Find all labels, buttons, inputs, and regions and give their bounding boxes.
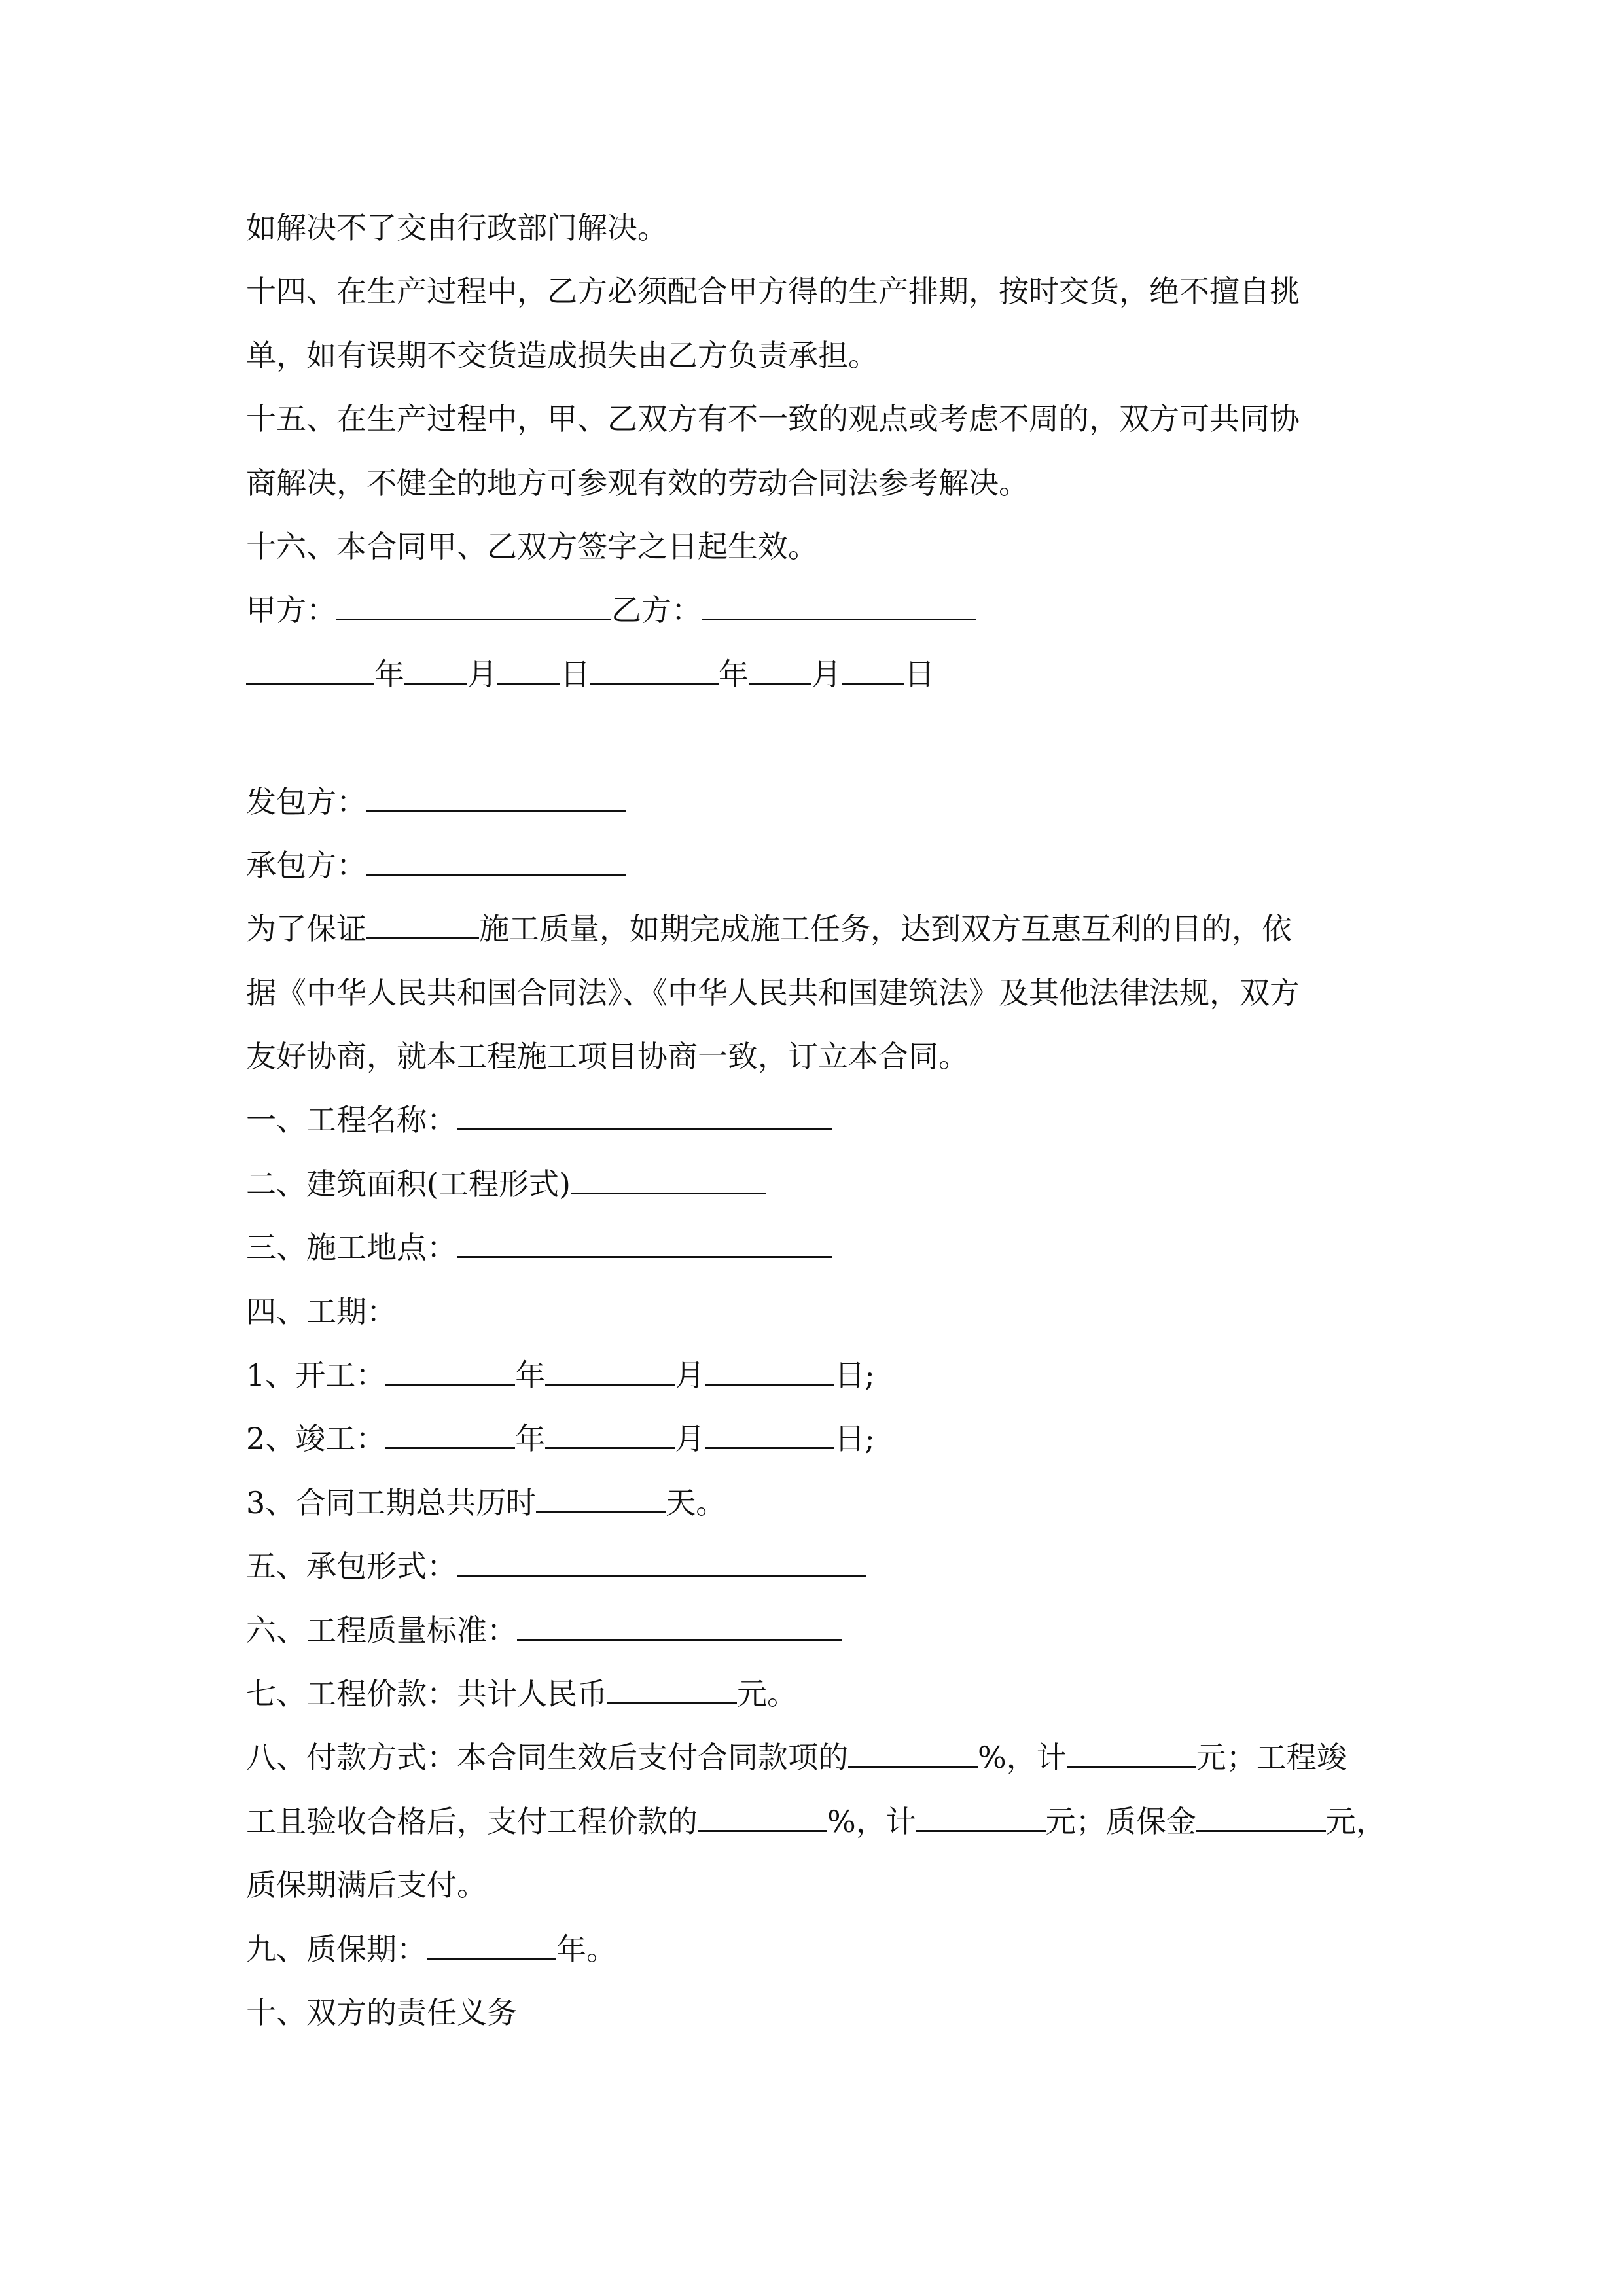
payment-amount-2-blank[interactable] [916,1792,1046,1832]
intro-text: 施工质量，如期完成施工任务，达到双方互惠互利的目的，依 [479,911,1292,947]
day-label: 日 [834,1421,865,1457]
month-label: 月 [675,1357,705,1393]
item-9-line [246,1918,1385,1981]
date-b-month-blank[interactable] [749,645,812,685]
yuan-label: 元， [1325,1803,1386,1839]
payment-amount-1-blank[interactable] [1067,1728,1196,1768]
intro-line-3: 友好协商，就本工程施工项目协商一致，订立本合同。 [246,1039,969,1075]
party-a-blank[interactable] [336,581,611,620]
duration-label: 3、合同工期总共历时 [246,1484,537,1520]
party-b-blank[interactable] [702,581,976,620]
date-a-year-blank[interactable] [246,645,374,685]
intro-line-1 [246,897,1385,961]
date-b-day-blank[interactable] [842,645,904,685]
month-label: 月 [467,656,497,692]
start-day-blank[interactable] [705,1346,834,1386]
section-gap [246,706,1385,770]
clause-15-line-1: 十五、在生产过程中，甲、乙双方有不一致的观点或考虑不周的，双方可共同协 [246,401,1300,437]
project-name-label: 一、工程名称： [246,1102,457,1138]
project-name-blank[interactable] [457,1090,832,1130]
quality-standard-blank[interactable] [517,1601,842,1641]
contractor-line [246,834,1385,897]
item-8-line-3: 质保期满后支付。 [246,1867,487,1903]
start-label: 1、开工： [246,1357,386,1393]
clause-14-line-2: 单，如有误期不交货造成损失由乙方负责承担。 [246,337,878,373]
intro-text: 为了保证 [246,911,366,947]
payment-label: 八、付款方式：本合同生效后支付合同款项的 [246,1740,848,1776]
party-b-label: 乙方： [611,592,702,628]
date-a-day-blank[interactable] [497,645,560,685]
contractor-label: 承包方： [246,847,366,883]
contract-form-blank[interactable] [457,1537,866,1577]
warranty-label: 九、质保期： [246,1931,427,1967]
percent-label: %，计 [827,1803,916,1839]
price-blank[interactable] [607,1664,737,1704]
start-date-line: 1、开工： 年 月 日; [246,1344,1385,1407]
clause-16: 十六、本合同甲、乙双方签字之日起生效。 [246,528,818,564]
end-year-blank[interactable] [385,1409,515,1449]
day-label: 日 [904,656,935,692]
end-label: 2、竣工： [246,1421,386,1457]
days-label: 天。 [666,1484,726,1520]
document-page [246,196,1385,2045]
year-label: 年 [374,656,404,692]
warranty-blank[interactable] [427,1920,556,1960]
year-label: 年 [515,1357,546,1393]
intro-line-2: 据《中华人民共和国合同法》、《中华人民共和国建筑法》及其他法律法规，双方 [246,975,1300,1011]
signature-date-line [246,643,1385,706]
item-4-line: 四、工期： [246,1293,397,1329]
project-blank[interactable] [366,899,479,939]
date-b-year-blank[interactable] [590,645,719,685]
site-blank[interactable] [457,1218,832,1258]
site-label: 三、施工地点： [246,1230,457,1266]
price-label: 七、工程价款：共计人民币 [246,1676,607,1712]
clause-15-line-2: 商解决，不健全的地方可参观有效的劳动合同法参考解决。 [246,465,1029,501]
employer-line [246,770,1385,834]
year-label: 年 [515,1421,546,1457]
duration-line [246,1471,1385,1535]
start-year-blank[interactable] [385,1346,515,1386]
month-label: 月 [675,1421,705,1457]
item-7-line [246,1662,1385,1726]
payment-percent-2-blank[interactable] [698,1792,827,1832]
item-8-line-1 [246,1726,1385,1789]
item-8-line-2 [246,1790,1385,1854]
item-10-line: 十、双方的责任义务 [246,1994,517,2030]
start-month-blank[interactable] [545,1346,675,1386]
employer-label: 发包方： [246,783,366,819]
item-3-line [246,1216,1385,1280]
quality-standard-label: 六、工程质量标准： [246,1612,517,1648]
duration-blank[interactable] [536,1473,666,1513]
month-label: 月 [812,656,842,692]
building-area-label: 二、建筑面积(工程形式) [246,1166,571,1202]
yuan-label: 元。 [737,1676,797,1712]
signature-line [246,579,1385,642]
payment-text: 元；工程竣 [1196,1740,1347,1776]
end-date-line: 2、竣工： 年 月 日; [246,1407,1385,1471]
year-label: 年。 [556,1931,616,1967]
contractor-blank[interactable] [366,836,626,876]
payment-text: 工且验收合格后，支付工程价款的 [246,1803,698,1839]
date-a-month-blank[interactable] [404,645,467,685]
item-5-line [246,1535,1385,1598]
party-a-label: 甲方： [246,592,336,628]
item-6-line [246,1599,1385,1662]
year-label: 年 [719,656,749,692]
building-area-blank[interactable] [571,1155,766,1194]
contract-form-label: 五、承包形式： [246,1549,457,1585]
item-1-line [246,1088,1385,1152]
day-label: 日 [560,656,590,692]
item-2-line [246,1153,1385,1216]
payment-text: 元；质保金 [1045,1803,1196,1839]
percent-label: %，计 [978,1740,1067,1776]
end-month-blank[interactable] [545,1409,675,1449]
retention-blank[interactable] [1196,1792,1326,1832]
payment-percent-1-blank[interactable] [848,1728,978,1768]
text-line: 如解决不了交由行政部门解决。 [246,210,668,245]
day-label: 日 [834,1357,865,1393]
employer-blank[interactable] [366,772,626,812]
clause-14-line-1: 十四、在生产过程中，乙方必须配合甲方得的生产排期，按时交货，绝不擅自挑 [246,274,1300,310]
end-day-blank[interactable] [705,1409,834,1449]
